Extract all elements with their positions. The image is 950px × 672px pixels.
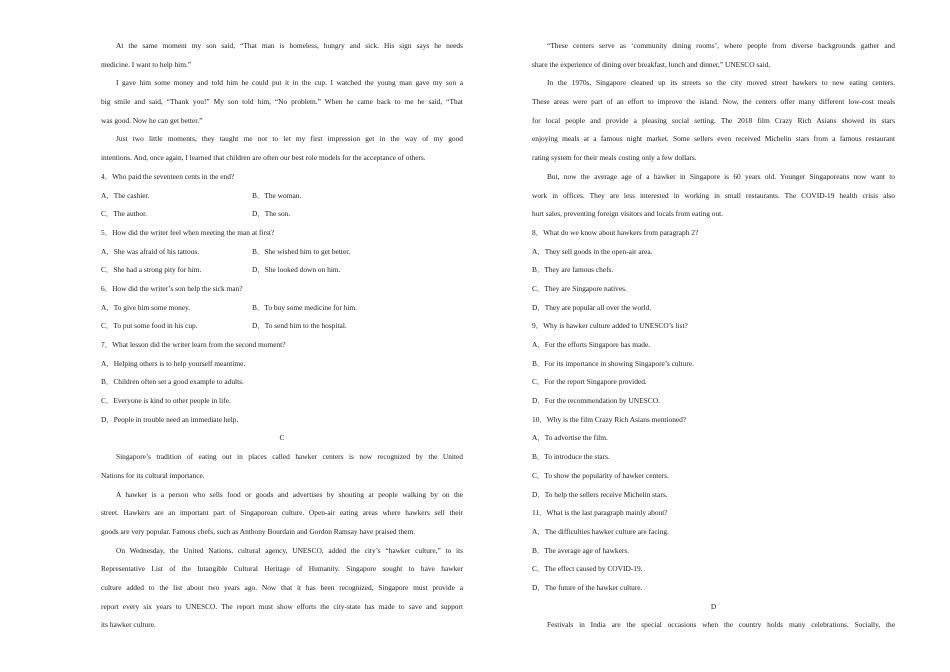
- question-8: [532, 224, 895, 317]
- text-line: These areas were part of an effort to improve the island. Now, the centers offer many different low-cost meals: [532, 97, 895, 107]
- option-b: B．The woman.: [252, 190, 302, 200]
- question-stem: 4．Who paid the seventeen cents in the end?: [101, 171, 235, 181]
- text-line: On Wednesday, the United Nations, cultural agency, UNESCO, added the city’s “hawker culture,” to its: [116, 545, 463, 555]
- text-line: for local people and provide a pleasing social setting. The 2018 film Crazy Rich Asians showed its stars: [532, 115, 895, 125]
- text-line: Nations for its cultural importance.: [101, 470, 205, 480]
- question-stem: 8．What do we know about hawkers from paragraph 2?: [532, 227, 699, 237]
- option-d: D．They are popular all over the world.: [532, 302, 652, 312]
- option-b: B．The average age of hawkers.: [532, 545, 630, 555]
- text-line: But, now the average age of a hawker in Singapore is 60 years old. Younger Singaporeans now want to: [547, 171, 895, 181]
- text-line: was good. Now he can get better.”: [101, 115, 203, 125]
- question-4: [101, 168, 463, 224]
- left-column: [101, 37, 463, 635]
- option-d: D．The son.: [252, 209, 291, 219]
- text-line: medicine. I want to help him.”: [101, 59, 192, 69]
- option-b: B．Children often set a good example to adults.: [101, 377, 244, 387]
- option-a: A．They sell goods in the open-air area.: [532, 246, 653, 256]
- option-a: A．The difficulties hawker culture are facing.: [532, 526, 669, 536]
- text-line: goods are very popular. Famous chefs, such as Anthony Bourdain and Gordon Ramsay have praised them.: [101, 526, 416, 536]
- option-d: D．The future of the hawker culture.: [532, 582, 643, 592]
- option-d: D．To help the sellers receive Michelin stars.: [532, 489, 668, 499]
- option-a: A．For the efforts Singapore has made.: [532, 340, 651, 349]
- paragraph: [532, 616, 895, 635]
- option-b: B．For its importance in showing Singapore’s culture.: [532, 358, 694, 368]
- question-stem: 11．What is the last paragraph mainly about?: [532, 508, 668, 518]
- option-a: A．The cashier.: [101, 190, 150, 200]
- option-c: C．She had a strong pity for him.: [101, 265, 202, 275]
- text-line: “These centers serve as ‘community dining rooms’, where people from diverse backgrounds gather and: [547, 41, 895, 50]
- section-heading-d: D: [710, 601, 717, 611]
- text-line: Singapore’s tradition of eating out in places called hawker centers is now recognized by the United: [116, 452, 463, 462]
- text-line: Representative List of the Intangible Cultural Heritage of Humanity. Singapore sought to have hawker: [101, 564, 463, 574]
- text-line: hurt sales, preventing foreign visitors and locals from eating out.: [532, 209, 724, 219]
- option-c: C．To show the popularity of hawker centers.: [532, 470, 669, 480]
- paragraph: [101, 130, 463, 167]
- option-c: C．For the report Singapore provided.: [532, 377, 647, 387]
- question-6: [101, 280, 463, 336]
- paragraph: [101, 37, 463, 74]
- option-c: C．The effect caused by COVID-19.: [532, 564, 643, 574]
- question-7: [101, 336, 463, 429]
- paragraph: [101, 542, 463, 635]
- text-line: Just two little moments, they taught me not to let my first impression get in the way of my good: [116, 134, 463, 144]
- text-line: share the experience of dining over breakfast, lunch and dinner,” UNESCO said.: [532, 59, 771, 69]
- text-line: A hawker is a person who sells food or goods and advertises by shouting at people walking by on the: [116, 489, 463, 499]
- option-d: D．To send him to the hospital.: [252, 321, 347, 331]
- question-stem: 5．How did the writer feel when meeting the man at first?: [101, 227, 275, 237]
- option-a: A．To give him some money.: [101, 302, 191, 312]
- text-line: culture added to the list about two years ago. Now that it has been recognized, Singapore must provide a: [101, 582, 463, 592]
- option-c: C．To put some food in his cup.: [101, 321, 198, 331]
- question-stem: 9．Why is hawker culture added to UNESCO’s list?: [532, 321, 688, 331]
- question-10: [532, 411, 895, 504]
- text-line: At the same moment my son said, “That man is homeless, hungry and sick. His sign says he needs: [116, 41, 463, 50]
- text-line: I gave him some money and told him he could put it in the cup. I watched the young man gave my son a: [116, 78, 463, 88]
- text-line: report every six years to UNESCO. The report must show efforts the city-state has made to save and support: [101, 601, 463, 611]
- text-line: its hawker culture.: [101, 620, 156, 630]
- question-9: [532, 317, 895, 410]
- text-line: enjoying meals at a famous night market. Some sellers even received Michelin stars from a famous restaurant: [532, 134, 895, 144]
- question-stem: 10．Why is the film Crazy Rich Asians mentioned?: [532, 414, 687, 424]
- question-11: [532, 504, 895, 597]
- text-line: In the 1970s, Singapore cleaned up its streets so the city moved street hawkers to new eating centers.: [547, 78, 895, 88]
- paragraph: [532, 37, 895, 74]
- option-a: A．To advertise the film.: [532, 433, 608, 443]
- option-b: B．They are famous chefs.: [532, 265, 614, 275]
- question-5: [101, 224, 463, 280]
- right-column: [532, 37, 895, 635]
- option-d: D．People in trouble need an immediate help.: [101, 414, 239, 424]
- option-a: A．Helping others is to help yourself meantime.: [101, 358, 246, 368]
- text-line: intentions. And, once again, I learned that children are often our best role models for the acceptance of others.: [101, 153, 426, 163]
- paragraph: [532, 74, 895, 167]
- paragraph: [532, 168, 895, 224]
- option-b: B．She wished him to get better.: [252, 246, 351, 256]
- question-stem: 7．What lesson did the writer learn from the second moment?: [101, 340, 286, 349]
- paragraph: [101, 74, 463, 130]
- paragraph: [101, 486, 463, 542]
- option-d: D．For the recommendation by UNESCO.: [532, 396, 660, 406]
- text-line: big smile and said, “Thank you!” My son told him, “No problem.” When he came back to me he said, “That: [101, 97, 463, 107]
- text-line: work in offices. They are less interested in working in small restaurants. The COVID-19 health crisis also: [532, 190, 895, 200]
- text-line: Festivals in India are the special occasions when the country holds many celebrations. Socially, the: [547, 620, 895, 630]
- text-line: rating system for their meals costing only a few dollars.: [532, 153, 697, 163]
- option-c: C．They are Singapore natives.: [532, 283, 627, 293]
- text-line: street. Hawkers are an important part of Singaporean culture. Open-air eating areas where hawkers sell their: [101, 508, 463, 518]
- option-a: A．She was afraid of his tattoos.: [101, 246, 200, 256]
- option-c: C．The author.: [101, 209, 147, 219]
- option-d: D．She looked down on him.: [252, 265, 341, 275]
- section-heading-c: C: [279, 433, 285, 443]
- question-stem: 6．How did the writer’s son help the sick man?: [101, 283, 243, 293]
- option-c: C．Everyone is kind to other people in life.: [101, 396, 231, 406]
- option-b: B．To introduce the stars.: [532, 452, 610, 462]
- option-b: B．To buy some medicine for him.: [252, 302, 357, 312]
- paragraph: [101, 448, 463, 485]
